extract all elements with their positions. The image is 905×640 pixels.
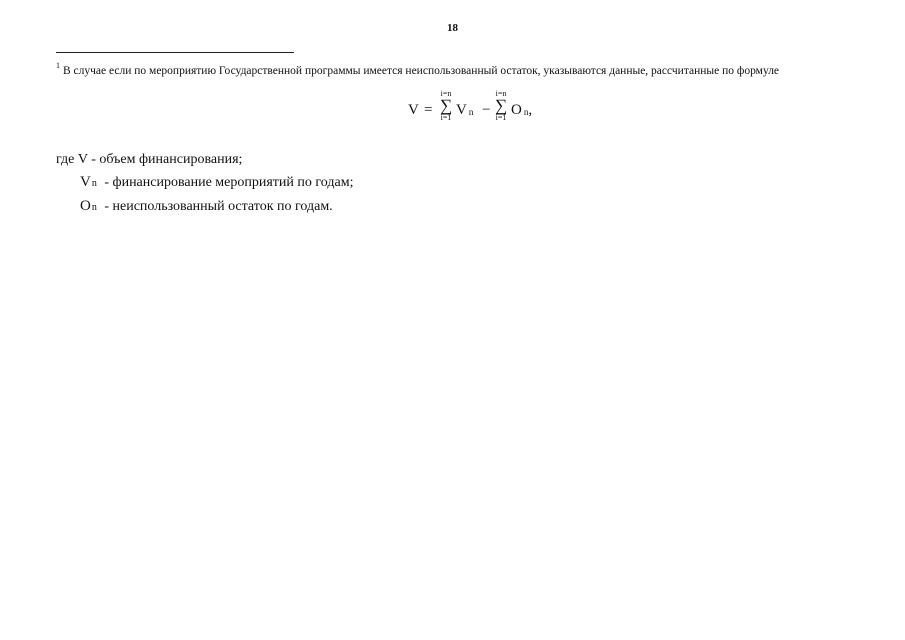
- sum-2-upper: i=n: [495, 89, 507, 98]
- legend-2-subscript: n: [91, 178, 97, 189]
- term-1-subscript: n: [468, 107, 474, 117]
- sum-2-symbol: ∑: [494, 96, 508, 115]
- legend-2-text: - финансирование мероприятий по годам;: [104, 175, 354, 190]
- footnote-divider: [56, 52, 294, 53]
- sum-1-lower: i=1: [440, 113, 452, 122]
- sum-1-symbol: ∑: [439, 96, 453, 115]
- formula-minus: −: [482, 102, 491, 118]
- footnote-text: В случае если по мероприятию Государственной программы имеется неиспользованный остаток, указываются данные, рассчитанные по формуле: [63, 64, 780, 77]
- sum-1-upper: i=n: [440, 89, 452, 98]
- formula-sum-1: [436, 90, 456, 122]
- term-2-letter: O: [511, 102, 522, 118]
- footnote-marker: 1: [56, 61, 60, 70]
- legend-2-letter: V: [80, 174, 91, 190]
- legend-line-1: где V - объем финансирования;: [56, 152, 243, 167]
- legend-line-3: [80, 198, 333, 215]
- formula-trailing-comma: ,: [528, 102, 533, 118]
- formula-term-2: [511, 102, 532, 119]
- legend-line-2: [80, 174, 353, 191]
- page-number: 18: [447, 22, 458, 34]
- formula-equals: =: [424, 102, 433, 118]
- formula-term-1: [456, 102, 473, 119]
- legend-3-subscript: n: [91, 202, 97, 213]
- footnote: [56, 62, 779, 77]
- formula-sum-2: [491, 90, 511, 122]
- term-2-subscript: n: [523, 107, 529, 117]
- legend-3-letter: O: [80, 198, 91, 214]
- sum-2-lower: i=1: [495, 113, 507, 122]
- legend-3-text: - неиспользованный остаток по годам.: [104, 199, 333, 214]
- term-1-letter: V: [456, 102, 467, 118]
- formula-lhs: V: [408, 102, 419, 118]
